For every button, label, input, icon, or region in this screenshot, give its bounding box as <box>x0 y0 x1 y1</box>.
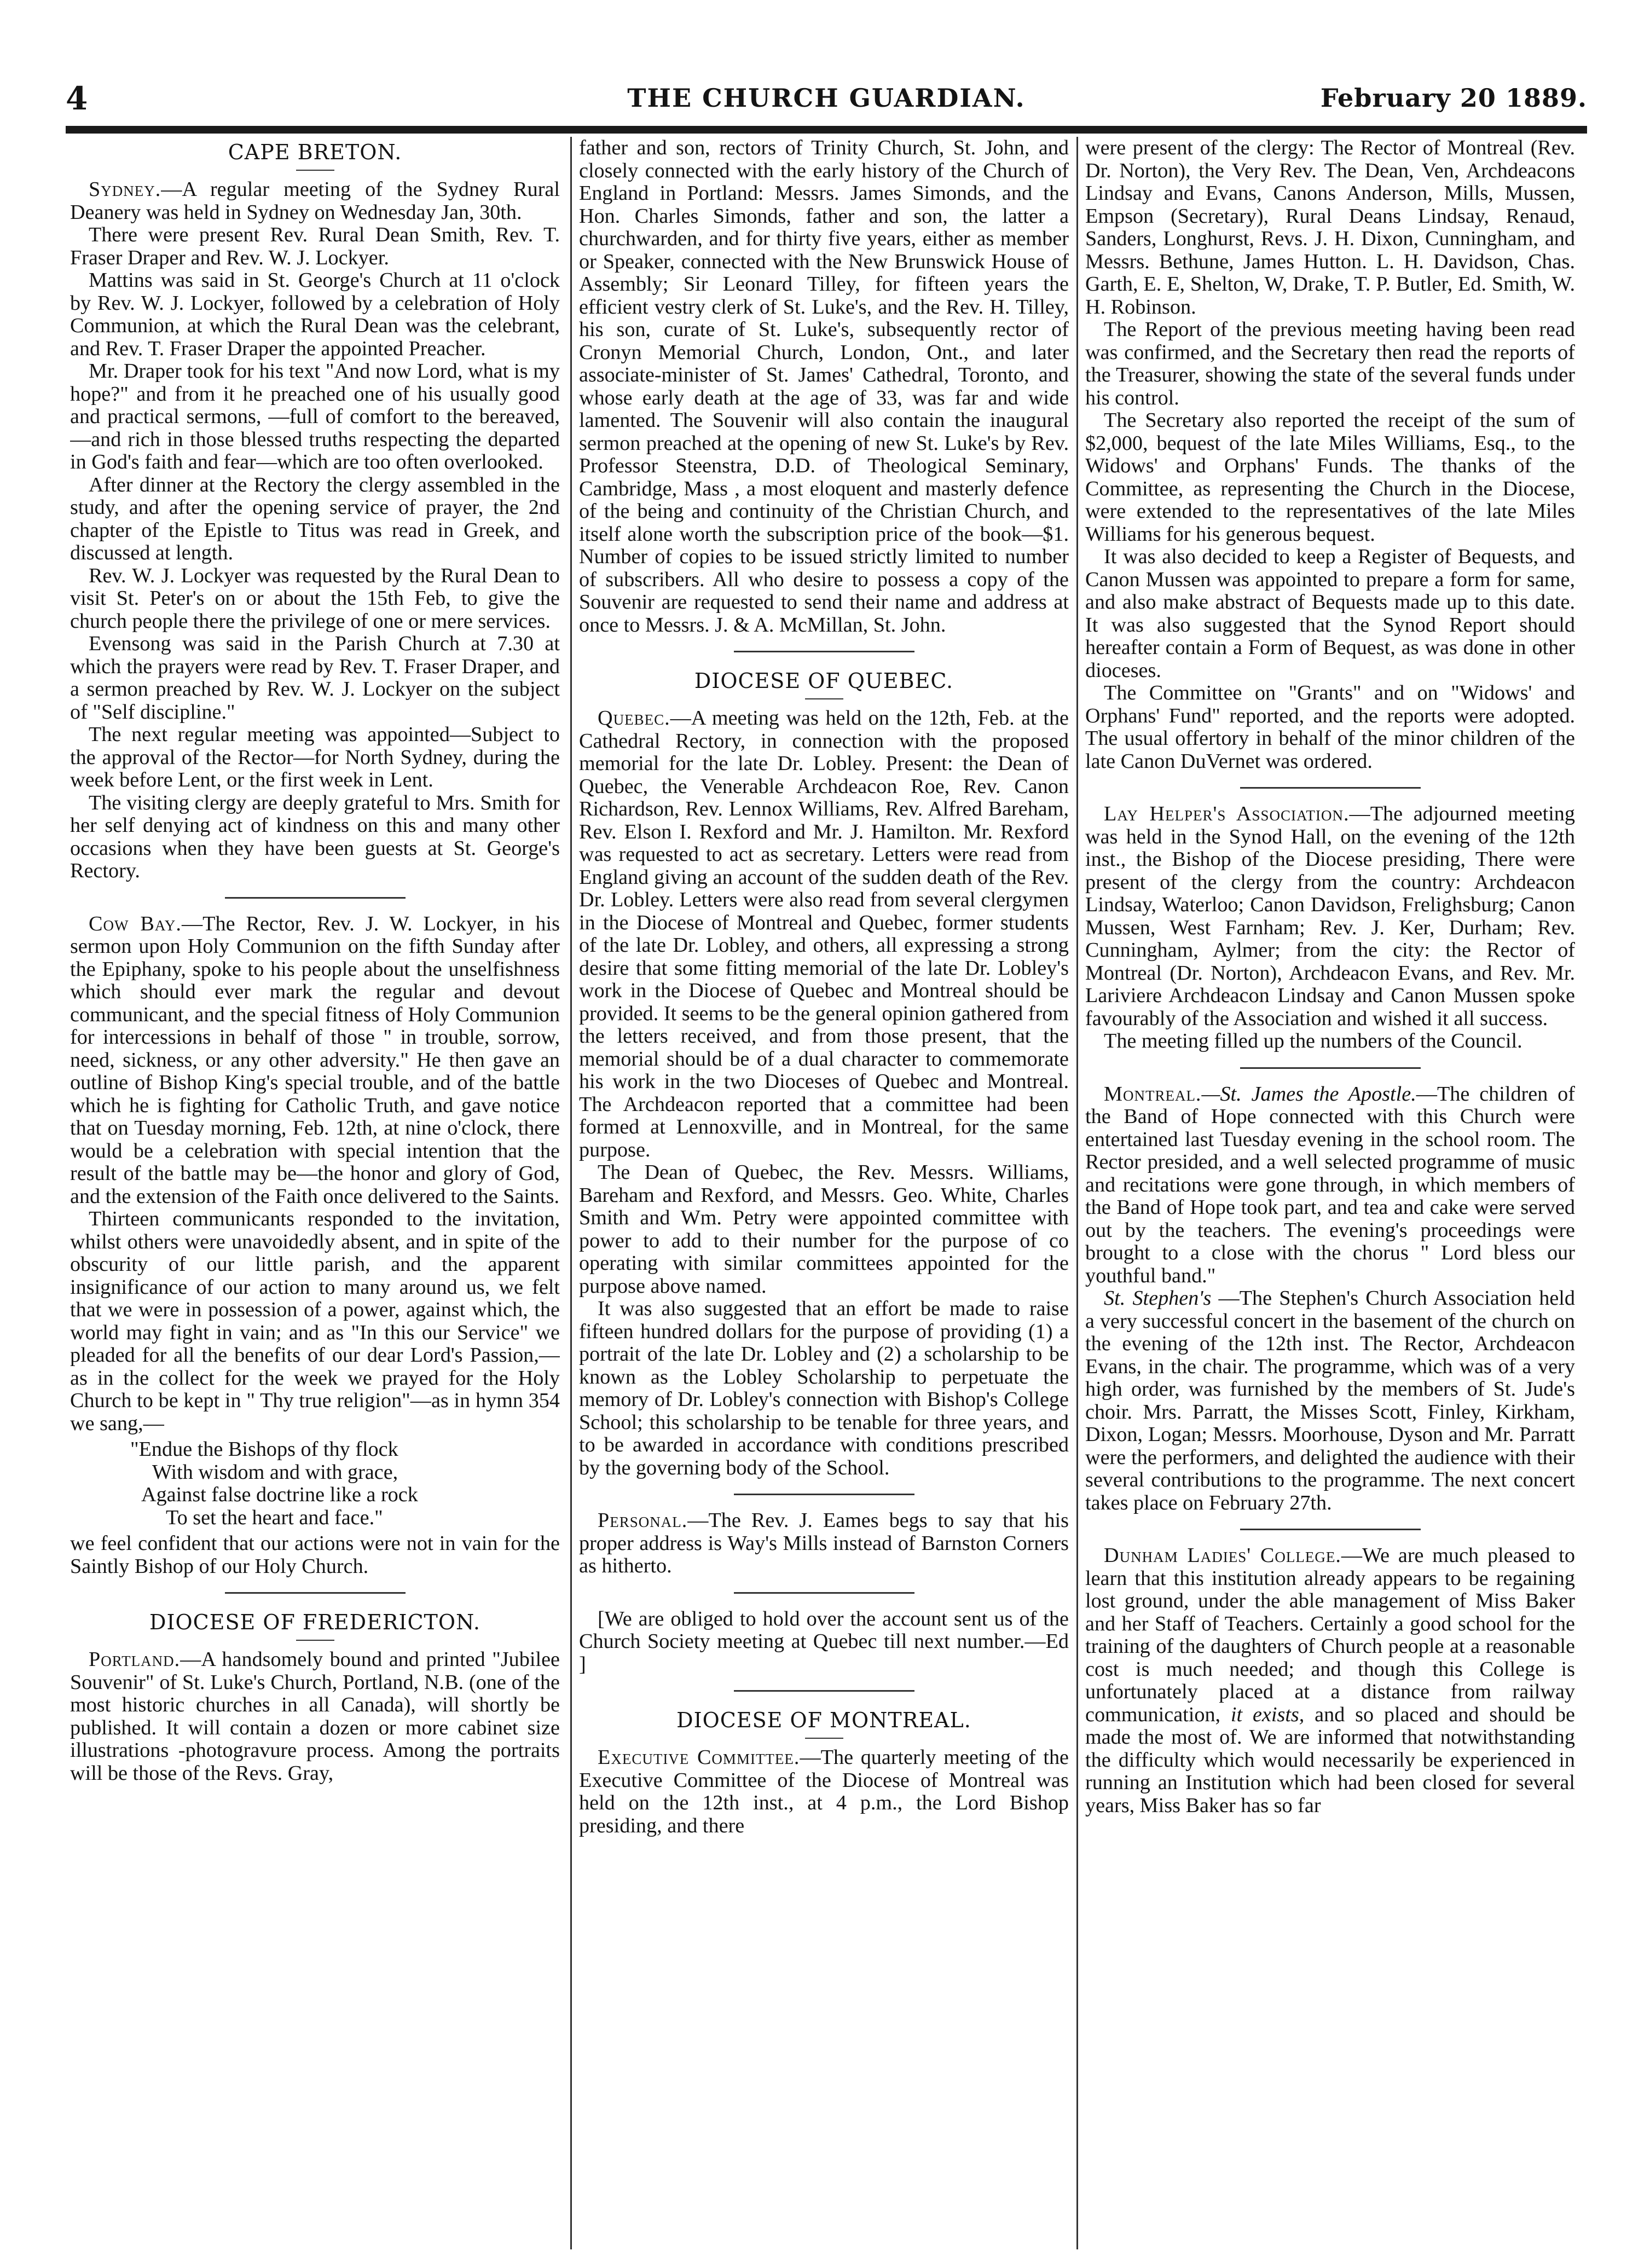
article-paragraph: father and son, rectors of Trinity Church, St. John, and closely connected with the early history of the Church of England in Portland: Messrs. James Simonds, and the Hon. Charles Simonds, father and son, the latter a churchwarden, and for thirty five years, either as member or Speaker, connected with the New Brunswick House of Assembly; Sir Leonard Tilley, for fifteen years the efficient vestry clerk of St. Luke's, and the Rev. H. Tilley, his son, curate of St. Luke's, subsequently rector of Cronyn Memorial Church, London, Ont., and later associate-minister of St. James' Cathedral, Toronto, and whose early death at the age of 33, was far and wide lamented. The Souvenir will also contain the inaugural sermon preached at the opening of new St. Luke's by Rev. Professor Steenstra, D.D. of Theological Seminary, Cambridge, Mass , a most eloquent and masterly defence of the being and continuity of the Christian Church, and itself alone worth the subscription price of the book—$1. Number of copies to be issued strictly limited to number of subscribers. All who desire to possess a copy of the Souvenir are requested to send their name and address at once to Messrs. J. & A. McMillan, St. John. <box>579 137 1069 637</box>
article-paragraph: Montreal.—St. James the Apostle.—The children of the Band of Hope connected with this Church were entertained last Tuesday evening in the school room. The Rector presided, and a well selected programme of music and recitations were gone through, in which members of the Band of Hope took part, and tea and cake were served out by the teachers. The evening's proceedings were brought to a close with the chorus " Lord bless our youthful band." <box>1085 1082 1575 1287</box>
article-paragraph: Evensong was said in the Parish Church at 7.30 at which the prayers were read by Rev. T. Fraser Draper, and a sermon preached by Rev. W. J. Lockyer on the subject of "Self discipline." <box>70 632 560 724</box>
article-paragraph: Dunham Ladies' College.—We are much pleased to learn that this institution already appears to be regaining lost ground, under the able management of Miss Baker and her Staff of Teachers. Certainly a good school for the training of the daughters of Church people at a reasonable cost is much needed; and though this College is unfortunately placed at a distance from railway communication, it exists, and so placed and should be made the most of. We are informed that notwithstanding the difficulty which would necessarily be experienced in running an Institution which had been closed for several years, Miss Baker has so far <box>1085 1544 1575 1817</box>
dateline: Quebec. <box>598 707 670 730</box>
article-paragraph: Lay Helper's Association.—The adjourned meeting was held in the Synod Hall, on the evening of the 12th inst., the Bishop of the Diocese presiding, There were present of the clergy from the country: Archdeacon Lindsay, Waterloo; Canon Davidson, Frelighsburg; Canon Mussen, West Farnham; Rev. J. Ker, Durham; Rev. Cunningham, Aylmer; from the city: the Rector of Montreal (Dr. Norton), Archdeacon Evans, and Rev. Mr. Lariviere Archdeacon Lindsay and Canon Mussen spoke favourably of the Association and wished it all success. <box>1085 802 1575 1030</box>
section-heading: CAPE BRETON. <box>228 140 402 164</box>
article-paragraph: Rev. W. J. Lockyer was requested by the Rural Dean to visit St. Peter's on or about the 15th Feb, to give the church people there the privilege of one or mere services. <box>70 564 560 633</box>
article-paragraph: Thirteen communicants responded to the invitation, whilst others were unavoidedly absent, and in spite of the obscurity of our little parish, and the apparent insignificance of our action to many around us, we felt that we were in possession of a power, against which, the world may fight in vain; and as "In this our Service" we pleaded for all the benefits of our dear Lord's Passion,—as in the collect for the week we prayed for the Holy Church to be kept in " Thy true religion"—as in hymn 354 we sang,— <box>70 1207 560 1435</box>
column-3 <box>1085 137 1575 2249</box>
short-rule <box>805 698 843 699</box>
article-paragraph: St. Stephen's —The Stephen's Church Association held a very successful concert in the basement of the church on the evening of the 12th inst. The Rector, Archdeacon Evans, in the chair. The programme, which was of a very high order, was furnished by the members of St. Jude's choir. Mrs. Parratt, the Misses Scott, Finley, Kirkham, Dixon, Logan; Messrs. Moorhouse, Dyson and Mr. Parratt were the performers, and delighted the audience with their several contributions to the programme. The next concert takes place on February 27th. <box>1085 1287 1575 1514</box>
hymn-line: With wisdom and with grace, <box>152 1460 398 1484</box>
newspaper-title: THE CHURCH GUARDIAN. <box>627 83 1026 113</box>
separator-rule <box>1240 787 1421 789</box>
dateline: Lay Helper's Association. <box>1104 802 1350 825</box>
article-paragraph: The meeting filled up the numbers of the Council. <box>1104 1029 1522 1052</box>
article-paragraph: The Secretary also reported the receipt of the sum of $2,000, bequest of the late Miles Williams, Esq., to the Widows' and Orphans' Funds. The thanks of the Committee, as representing the Church in the Diocese, were extended to the representatives of the late Miles Williams for his generous bequest. <box>1085 409 1575 546</box>
article-paragraph: were present of the clergy: The Rector of Montreal (Rev. Dr. Norton), the Very Rev. The Dean, Ven, Archdeacons Lindsay and Evans, Canons Anderson, Mills, Mussen, Empson (Secretary), Rural Deans Lindsay, Renaud, Sanders, Longhurst, Revs. J. H. Dixon, Cunningham, and Messrs. Bethune, James Hutton. L. H. Davidson, Chas. Garth, E. E, Shelton, W, Drake, T. P. Butler, Ed. Smith, W. H. Robinson. <box>1085 137 1575 319</box>
article-paragraph: The Dean of Quebec, the Rev. Messrs. Williams, Bareham and Rexford, and Messrs. Geo. White, Charles Smith and Wm. Petry were appointed committee with power to add to their number for the purpose of co operating with similar committees appointed for the purpose above named. <box>579 1161 1069 1298</box>
separator-rule <box>734 1494 914 1495</box>
dateline: Montreal. <box>1104 1082 1202 1106</box>
hymn-line: Against false doctrine like a rock <box>141 1483 418 1506</box>
article-paragraph: Mattins was said in St. George's Church at 11 o'clock by Rev. W. J. Lockyer, followed by a celebration of Holy Communion, at which the Rural Dean was the celebrant, and Rev. T. Fraser Draper the appointed Preacher. <box>70 269 560 360</box>
separator-rule <box>734 651 914 652</box>
article-paragraph: The visiting clergy are deeply grateful to Mrs. Smith for her self denying act of kindness on this and many other occasions when they have been guests at St. George's Rectory. <box>70 791 560 882</box>
hymn-quote <box>70 1438 560 1529</box>
article-paragraph: The next regular meeting was appointed—Subject to the approval of the Rector—for North Sydney, during the week before Lent, or the first week in Lent. <box>70 723 560 791</box>
header-rule <box>66 126 1587 134</box>
article-paragraph: Portland.—A handsomely bound and printed "Jubilee Souvenir" of St. Luke's Church, Portland, N.B. (one of the most historic churches in all Canada), will shortly be published. It will contain a dozen or more cabinet size illustrations -photogravure process. Among the portraits will be those of the Revs. Gray, <box>70 1648 560 1785</box>
article-paragraph: Mr. Draper took for his text "And now Lord, what is my hope?" and from it he preached one of his usually good and practical sermons, —full of comfort to the bereaved,—and rich in those blessed truths respecting the departed in God's faith and fear—which are too often overlooked. <box>70 360 560 473</box>
short-rule <box>805 1738 843 1739</box>
article-paragraph: It was also suggested that an effort be made to raise fifteen hundred dollars for the purpose of providing (1) a portrait of the late Dr. Lobley and (2) a scholarship to be known as the Lobley Scholarship to perpetuate the memory of Dr. Lobley's connection with Bishop's College School; this scholarship to be tenable for three years, and to be awarded in accordance with conditions prescribed by the governing body of the School. <box>579 1297 1069 1479</box>
article-paragraph: The Committee on "Grants" and on "Widows' and Orphans' Fund" reported, and the reports were adopted. The usual offertory in behalf of the minor children of the late Canon DuVernet was ordered. <box>1085 681 1575 773</box>
separator-rule <box>225 1592 406 1594</box>
dateline: Personal. <box>598 1509 688 1532</box>
hymn-line: To set the heart and face." <box>166 1506 383 1529</box>
separator-rule <box>734 1592 914 1594</box>
section-heading: DIOCESE OF MONTREAL. <box>676 1708 971 1732</box>
section-heading: DIOCESE OF QUEBEC. <box>694 669 954 693</box>
issue-date: February 20 1889. <box>1320 83 1587 113</box>
separator-rule <box>1240 1529 1421 1530</box>
article-paragraph: There were present Rev. Rural Dean Smith, Rev. T. Fraser Draper and Rev. W. J. Lockyer. <box>70 223 560 269</box>
column-divider <box>1076 137 1078 2249</box>
section-heading: DIOCESE OF FREDERICTON. <box>149 1610 480 1634</box>
short-rule <box>296 170 334 171</box>
article-paragraph: we feel confident that our actions were not in vain for the Saintly Bishop of our Holy Church. <box>70 1532 560 1578</box>
column-divider <box>570 137 572 2249</box>
article-paragraph: Cow Bay.—The Rector, Rev. J. W. Lockyer, in his sermon upon Holy Communion on the fifth Sunday after the Epiphany, spoke to his people about the unselfishness which should ever mark the regular and devout communicant, and the special fitness of Holy Communion for intercessions in behalf of those " in trouble, sorrow, need, sickness, or any other adversity." He then gave an outline of Bishop King's special trouble, and of the battle which he is fighting for Catholic Truth, and gave notice that on Tuesday morning, Feb. 12th, at nine o'clock, there would be a celebration with special intention that the result of the battle may be—the honor and glory of God, and the extension of the Faith once delivered to the Saints. <box>70 912 560 1208</box>
column-2 <box>579 137 1069 2249</box>
separator-rule <box>734 1690 914 1692</box>
dateline: Executive Committee. <box>598 1746 800 1769</box>
article-paragraph: After dinner at the Rectory the clergy assembled in the study, and after the opening service of prayer, the 2nd chapter of the Epistle to Titus was read in Greek, and discussed at length. <box>70 473 560 564</box>
article-paragraph: Personal.—The Rev. J. Eames begs to say that his proper address is Way's Mills instead of Barnston Corners as hitherto. <box>579 1509 1069 1577</box>
column-1 <box>70 137 560 2249</box>
page-number: 4 <box>66 80 88 117</box>
short-rule <box>296 1640 334 1641</box>
hymn-line: "Endue the Bishops of thy flock <box>130 1438 398 1461</box>
article-paragraph: Executive Committee.—The quarterly meeting of the Executive Committee of the Diocese of Montreal was held on the 12th inst., at 4 p.m., the Lord Bishop presiding, and there <box>579 1746 1069 1837</box>
separator-rule <box>225 897 406 899</box>
editor-note: [We are obliged to hold over the account sent us of the Church Society meeting at Quebec till next number.—Ed ] <box>579 1607 1069 1676</box>
article-paragraph: Sydney.—A regular meeting of the Sydney Rural Deanery was held in Sydney on Wednesday Jan, 30th. <box>70 178 560 224</box>
article-paragraph: It was also decided to keep a Register of Bequests, and Canon Mussen was appointed to prepare a form for same, and also make abstract of Bequests made up to this date. It was also suggested that the Synod Report should hereafter contain a Form of Bequest, as was done in other dioceses. <box>1085 545 1575 682</box>
article-paragraph: Quebec.—A meeting was held on the 12th, Feb. at the Cathedral Rectory, in connection with the proposed memorial for the late Dr. Lobley. Present: the Dean of Quebec, the Venerable Archdeacon Roe, Rev. Canon Richardson, Rev. Lennox Williams, Rev. Alfred Bareham, Rev. Elson I. Rexford and Mr. J. Hamilton. Mr. Rexford was requested to act as secretary. Letters were read from England giving an account of the sudden death of the Rev. Dr. Lobley. Letters were also read from several clergymen in the Diocese of Montreal and Quebec, former students of the late Dr. Lobley, and others, all expressing a strong desire that some fitting memorial of the late Dr. Lobley's work in the Diocese of Quebec and Montreal should be provided. It seems to be the general opinion gathered from the letters received, and from those present, that the memorial should be of a dual character to commemorate his work in the two Dioceses of Quebec and Montreal. The Archdeacon reported that a committee had been formed at Lennoxville, and in Montreal, for the same purpose. <box>579 707 1069 1161</box>
dateline: Dunham Ladies' College. <box>1104 1544 1341 1567</box>
dateline: Cow Bay. <box>89 912 182 935</box>
page-header <box>66 80 1587 124</box>
dateline: Portland. <box>89 1648 181 1671</box>
separator-rule <box>1240 1067 1421 1069</box>
article-paragraph: The Report of the previous meeting having been read was confirmed, and the Secretary then read the reports of the Treasurer, showing the state of the several funds under his control. <box>1085 318 1575 409</box>
dateline: Sydney. <box>89 178 161 201</box>
